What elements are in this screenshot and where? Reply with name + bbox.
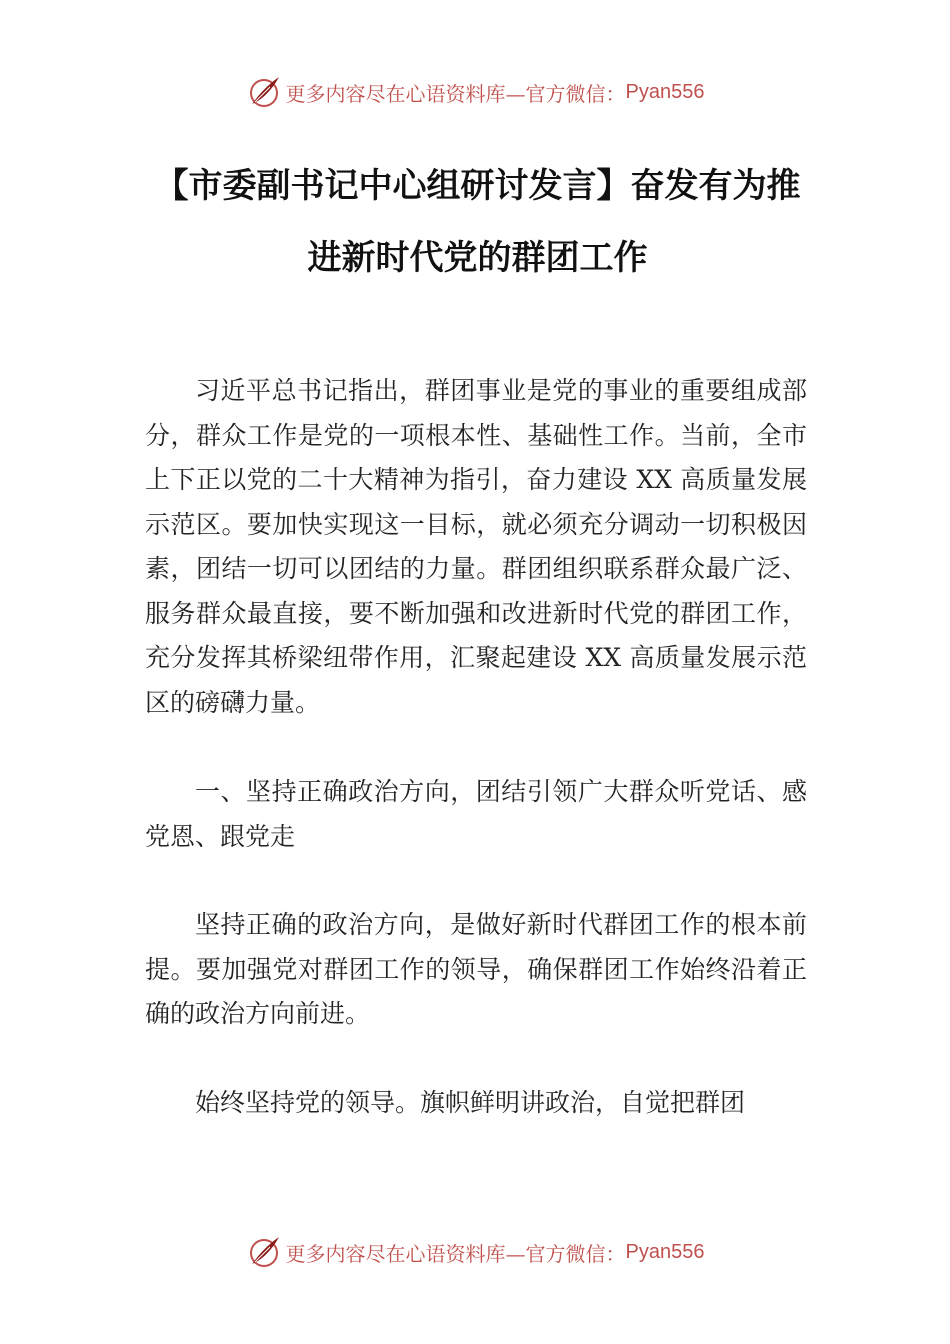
feather-quill-logo-icon xyxy=(246,1234,282,1270)
body-paragraph: 始终坚持党的领导。旗帜鲜明讲政治，自觉把群团 xyxy=(195,1088,746,1117)
section-heading: 一、坚持正确政治方向，团结引领广大群众听党话、感党恩、跟党走 xyxy=(145,777,807,851)
watermark-text: 更多内容尽在心语资料库—官方微信： xyxy=(285,1241,626,1266)
body-paragraph: 习近平总书记指出，群团事业是党的事业的重要组成部分，群众工作是党的一项根本性、基础性工作。当前，全市上下正以党的二十大精神为指引，奋力建设 XX 高质量发展示范区。要加快实现这一目标，就必须充分调动一切积极因素，团结一切可以团结的力量。群团组织联系群众最广泛、服务群众最直接，要不断加强和改进新时代党的群团工作，充分发挥其桥梁纽带作用，汇聚起建设 XX 高质量发展示范区的磅礴力量。 xyxy=(145,376,807,717)
watermark-wechat-id: Pyan556 xyxy=(625,80,705,103)
header-watermark xyxy=(0,72,950,112)
watermark-text: 更多内容尽在心语资料库—官方微信： xyxy=(285,81,626,106)
watermark-wechat-id: Pyan556 xyxy=(625,1240,705,1263)
body-paragraph: 坚持正确的政治方向，是做好新时代群团工作的根本前提。要加强党对群团工作的领导，确保群团工作始终沿着正确的政治方向前进。 xyxy=(145,910,807,1028)
feather-quill-logo-icon xyxy=(246,74,282,110)
footer-watermark xyxy=(0,1232,950,1272)
document-title: 【市委副书记中心组研讨发言】奋发有为推进新时代党的群团工作 xyxy=(154,166,801,278)
